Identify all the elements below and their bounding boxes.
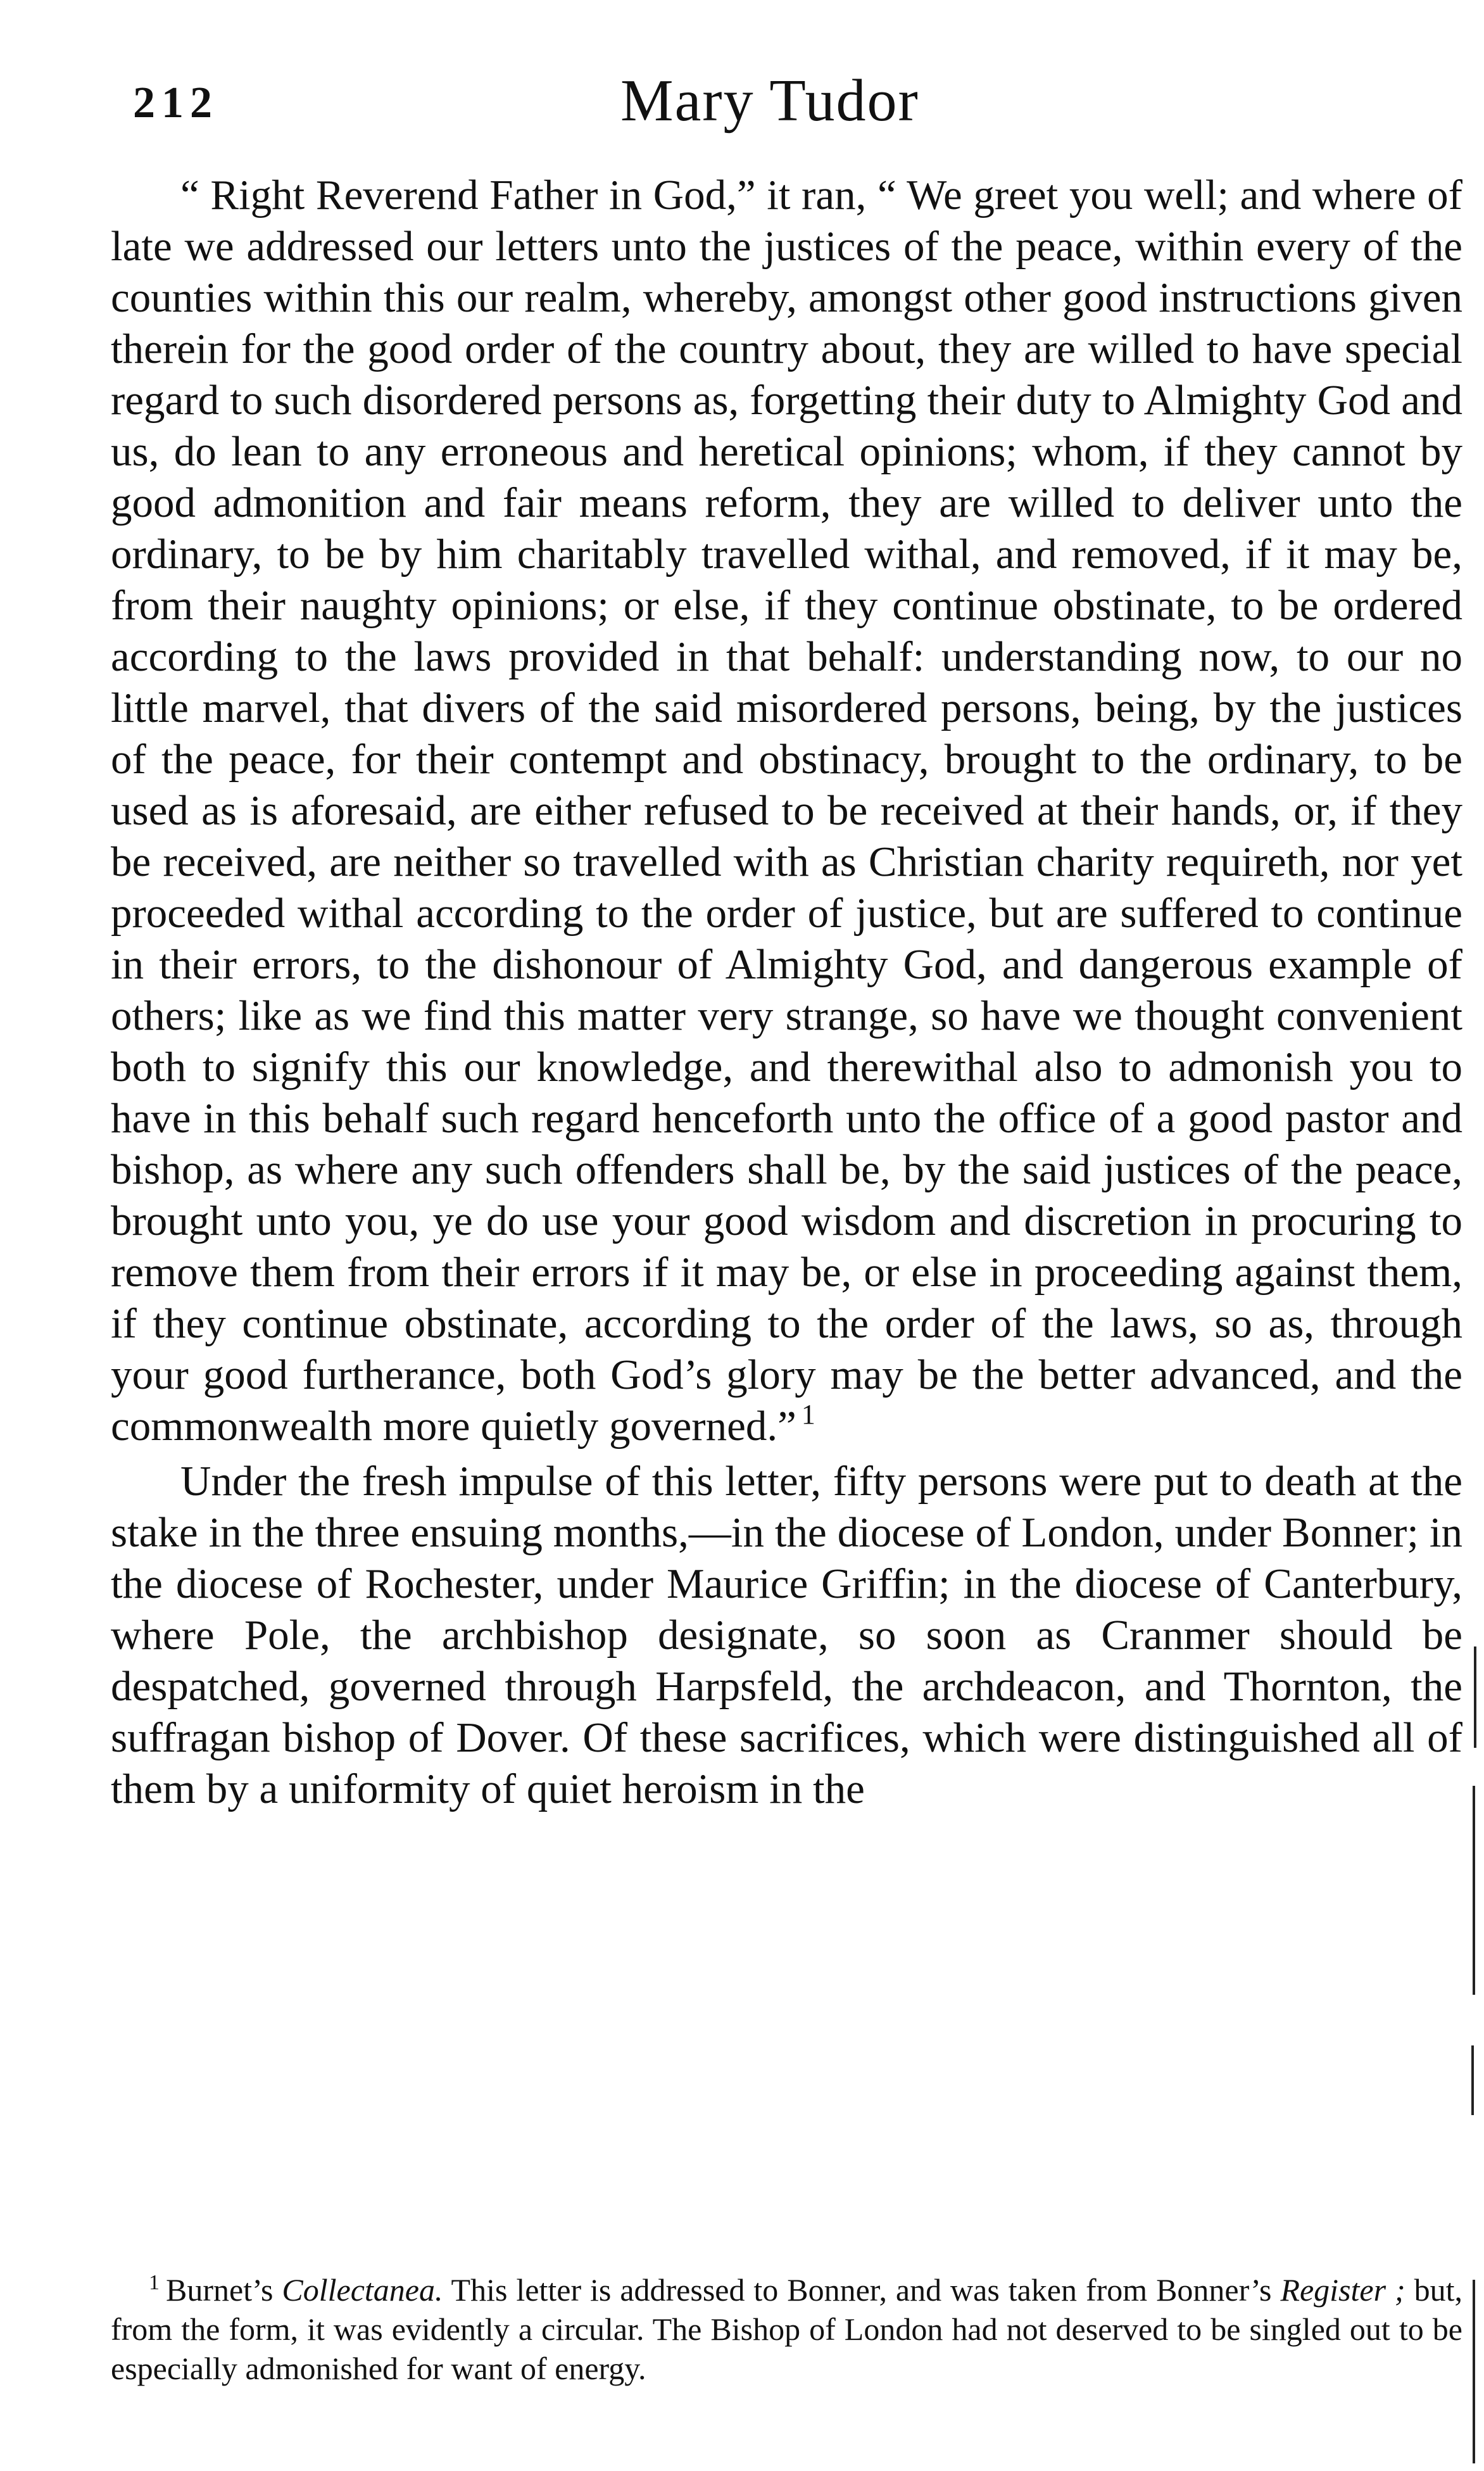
footnote-marker: 1 <box>149 2271 160 2294</box>
page-number: 212 <box>133 79 218 127</box>
scan-edge-line <box>1473 1786 1475 1995</box>
letter-quotation: “ Right Reverend Father in God,” it ran, “ We greet you well; and where of late we addressed our letters unto the justices of the peace, within every of the counties within this our realm, whereby, amongst other good instructions given therein for the good order of the country about, they are willed to have special regard to such disordered persons as, forgetting their duty to Almighty God and us, do lean to any erroneous and heretical opinions; whom, if they cannot by good admonition and fair means reform, they are willed to deliver unto the ordinary, to be by him charitably travelled withal, and removed, if it may be, from their naughty opinions; or else, if they continue obstinate, to be ordered according to the laws provided in that behalf: understanding now, to our no little marvel, that divers of the said misordered persons, being, by the justices of the peace, for their contempt and obstinacy, brought to the ordinary, to be used as is aforesaid, are either refused to be received at their hands, or, if they be received, are neither so travelled with as Christian charity requireth, nor yet proceeded withal according to the order of justice, but are suffered to continue in their errors, to the dishonour of Almighty God, and dangerous example of others; like as we find this matter very strange, so have we thought convenient both to signify this our knowledge, and therewithal also to admonish you to have in this behalf such regard henceforth unto the office of a good pastor and bishop, as where any such offenders shall be, by the said justices of the peace, brought unto you, ye do use your good wisdom and discretion in procuring to remove them from their errors if it may be, or else in proceeding against them, if they continue obstinate, according to the order of the laws, so as, through your good furtherance, both God’s glory may be the better advanced, and the commonwealth more quietly governed.” <box>111 172 1462 1450</box>
scan-edge-line <box>1474 1646 1476 1748</box>
letter-paragraph <box>111 170 1462 1452</box>
footnote-text-part1: This letter is addressed to Bonner, and was taken from Bonner’s <box>451 2272 1272 2308</box>
footnote-text-part2: but, from the form, it was evidently a circular. The Bishop of London had not deserved to be singled out to be especially admonished for want of energy. <box>111 2272 1463 2386</box>
page-header <box>133 66 1462 142</box>
footnote-source-work: Collectanea. <box>282 2272 443 2308</box>
footnote-reference: 1 <box>801 1399 815 1430</box>
running-title: Mary Tudor <box>620 68 919 134</box>
main-text <box>111 170 1462 1815</box>
footnote-source-author: Burnet’s <box>166 2272 274 2308</box>
footnote-register-word: Register ; <box>1280 2272 1405 2308</box>
footnote <box>111 2270 1462 2388</box>
scan-edge-line <box>1473 2280 1475 2463</box>
scan-edge-line <box>1471 2045 1474 2115</box>
narrative-paragraph: Under the fresh impulse of this letter, fifty persons were put to death at the stake in the three ensuing months,—in the diocese of London, under Bonner; in the diocese of Rochester, under Maurice Griffin; in the diocese of Canterbury, where Pole, the archbishop designate, so soon as Cranmer should be despatched, governed through Harpsfeld, the archdeacon, and Thornton, the suffragan bishop of Dover. Of these sacrifices, which were distinguished all of them by a uniformity of quiet heroism in the <box>111 1458 1462 1812</box>
